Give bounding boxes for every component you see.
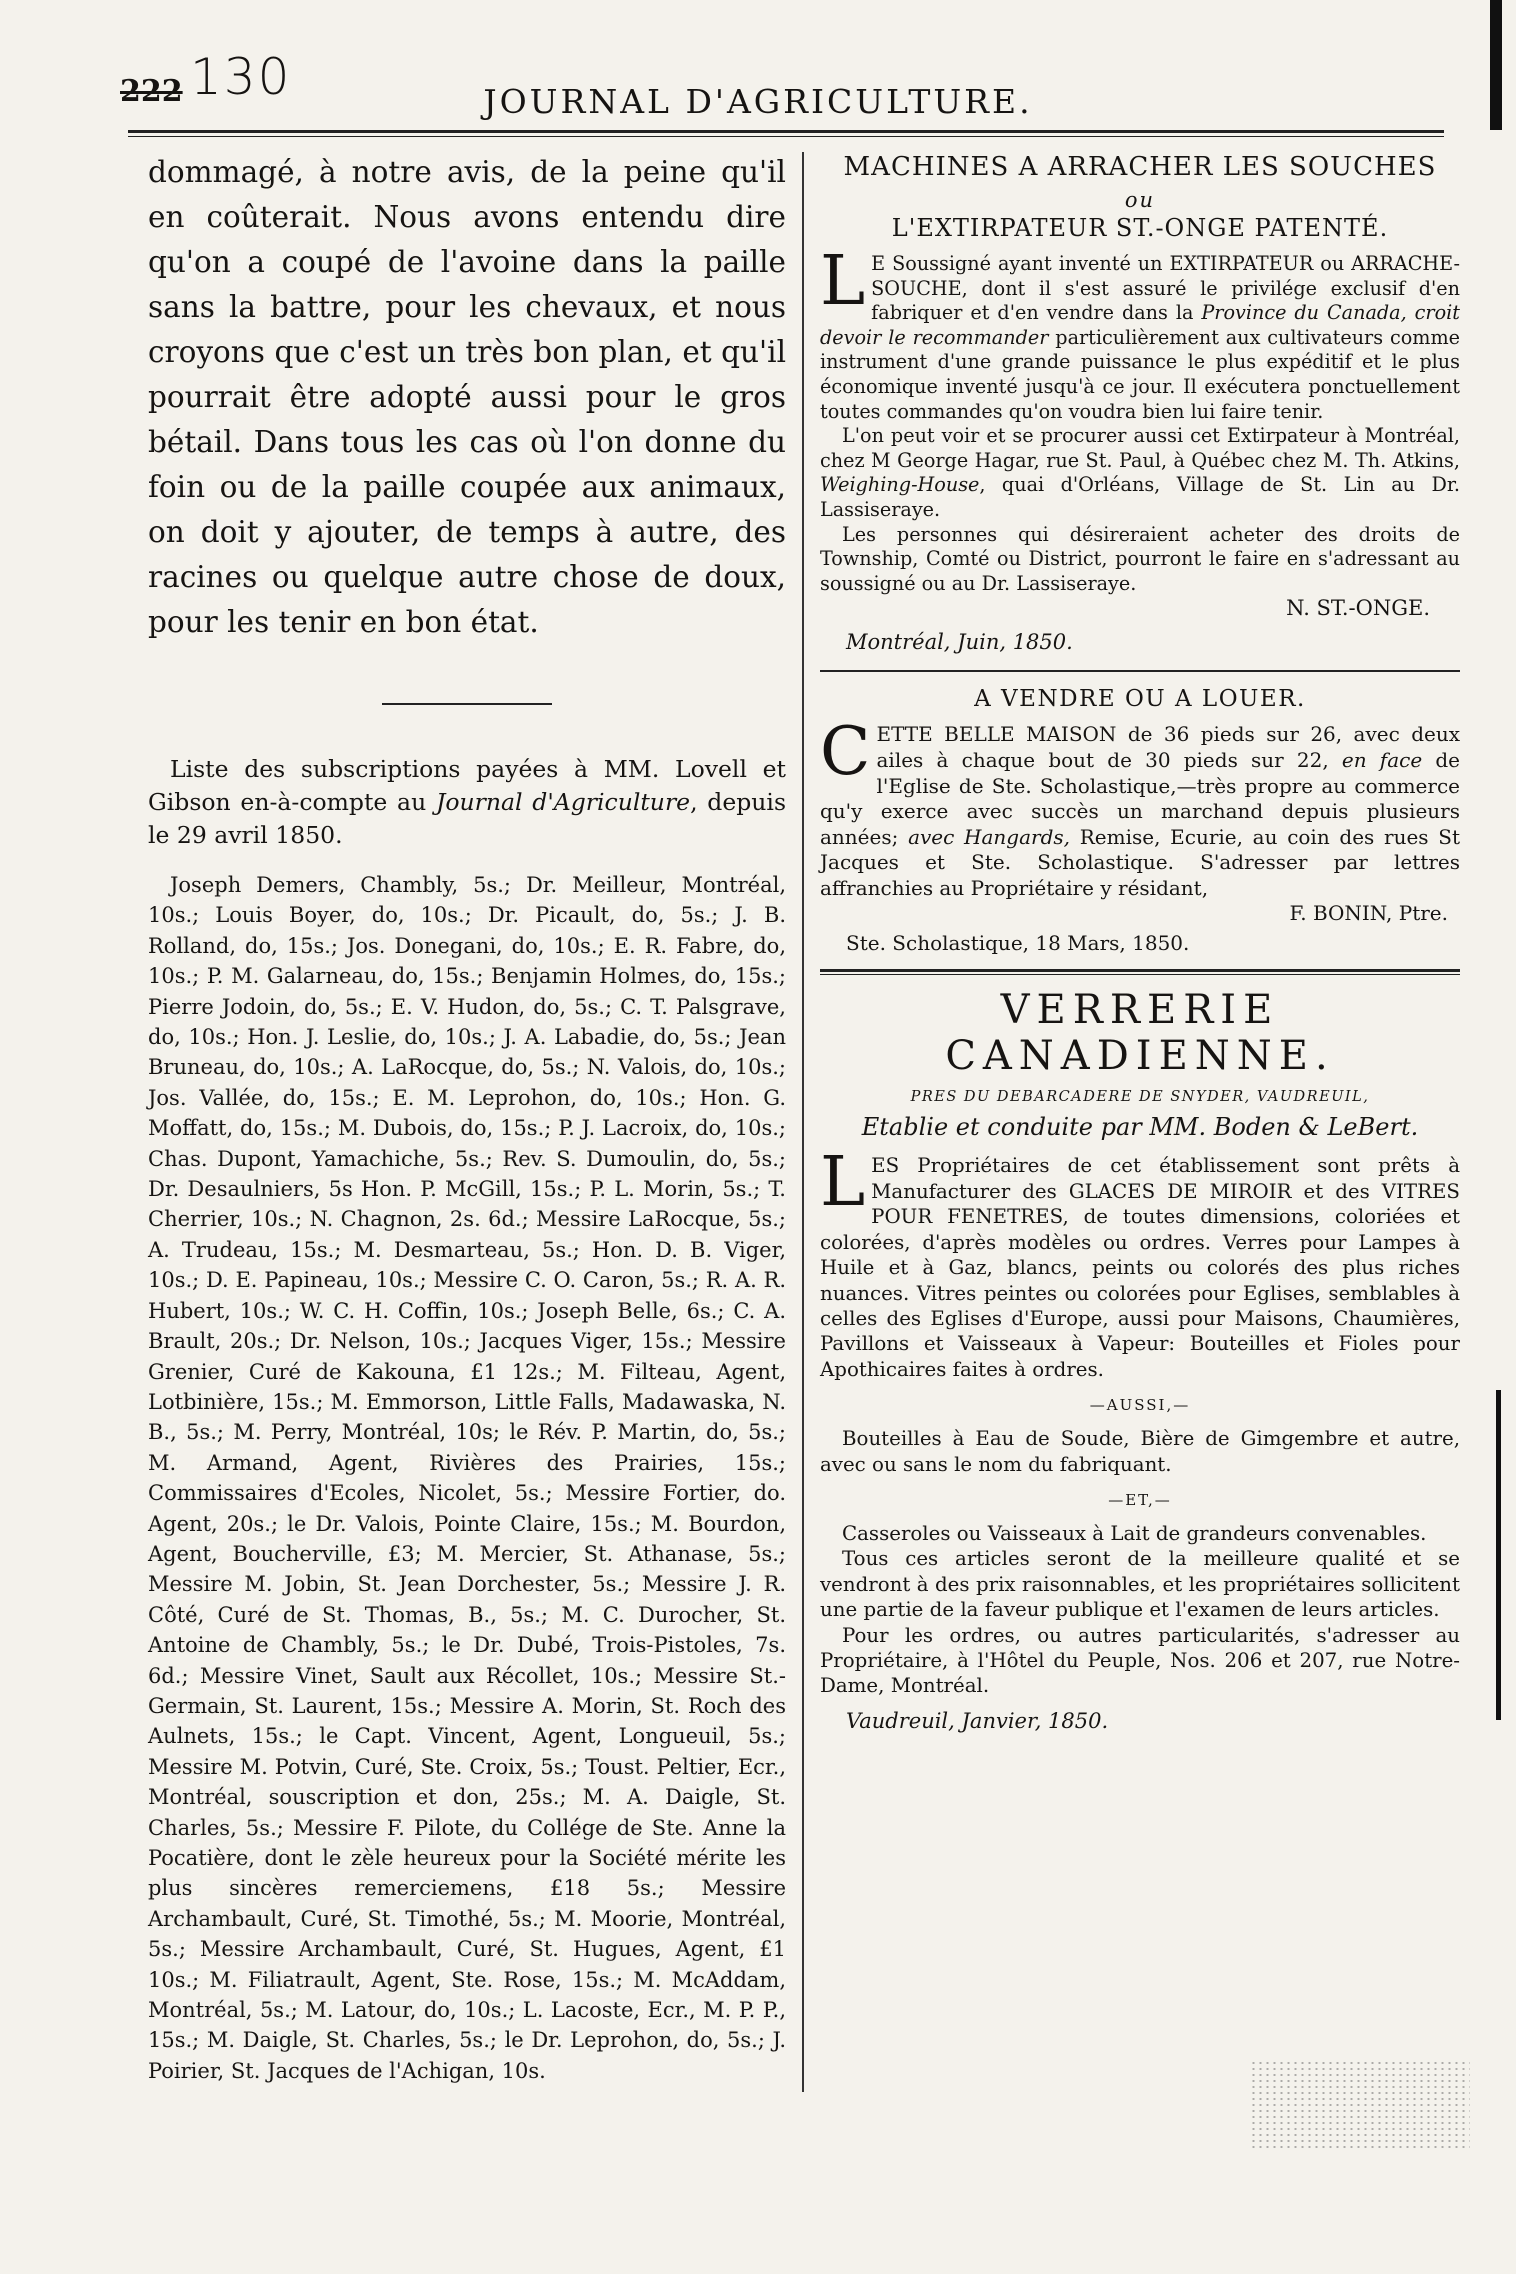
ad-paragraph: Tous ces articles seront de la meilleure qualité et se vendront à des prix raisonnables, et les propriétaires sollicitent une partie de la faveur publique et l'examen de leurs articles. (820, 1547, 1460, 1622)
ad-subtitle: Etablie et conduite par MM. Boden & LeBert. (861, 1113, 1419, 1142)
ad-signature: N. ST.-ONGE. (1286, 596, 1430, 621)
ad-paragraph: LES Propriétaires de cet établissement sont prêts à Manufacturer des GLACES DE MIROIR et des VITRES POUR FENETRES, de toutes dimensions, coloriées et colorées, d'après modèles ou ordres. Verres pour Lampes à Huile et à Gaz, blancs, peints ou colorés des plus riches nuances. Vitres peintes ou colorées pour Eglises, semblables à celles des Eglises d'Europe, aussi pour Maisons, Chaumières, Pavillons et Vaisseaux à Vapeur: Bouteilles et Fioles pour Apothicaires faites à ordres. (820, 1143, 1460, 1381)
drop-cap: C (820, 713, 871, 791)
ad-paragraph: Pour les ordres, ou autres particularités, s'adresser au Propriétaire, à l'Hôtel du Peuple, Nos. 206 et 207, rue Notre-Dame, Montréal. (820, 1623, 1460, 1698)
subscriptions-intro: Liste des subscriptions payées à MM. Lovell et Gibson en-à-compte au Journal d'Agriculture, depuis le 29 avril 1850. (148, 755, 787, 849)
article-paragraph: dommagé, à notre avis, de la peine qu'il en coûterait. Nous avons entendu dire qu'on a coupé de l'avoine dans la paille sans la battre, pour les chevaux, et nous croyons que c'est un très bon plan, et qu'il pourrait être adopté aussi pour le gros bétail. Dans tous les cas où l'on donne du foin ou de la paille coupée aux animaux, on doit y ajouter, de temps à autre, des racines ou quelque autre chose de doux, pour les tenir en bon état. (148, 155, 786, 639)
ad-separator-text: —ET,— (1108, 1490, 1172, 1509)
ad-dateline: Montréal, Juin, 1850. (846, 630, 1073, 655)
ad-paragraph: L'on peut voir et se procurer aussi cet Extirpateur à Montréal, chez M George Hagar, rue St. Paul, à Québec chez M. Th. Atkins, Weighing-House, quai d'Orléans, Village de St. Lin au Dr. Lassiseraye. (820, 424, 1460, 521)
ad-paragraph: Les personnes qui désireraient acheter des droits de Township, Comté ou District, pourront le faire en s'adressant au soussigné ou au Dr. Lassiseraye. (820, 522, 1460, 595)
ad-dateline: Vaudreuil, Janvier, 1850. (846, 1708, 1109, 1733)
column-divider (802, 152, 804, 2092)
drop-cap: L (820, 1143, 866, 1223)
ad-title: A VENDRE OU A LOUER. (974, 686, 1306, 713)
ad-vendre (820, 686, 1460, 955)
ad-paragraph: L E Soussigné ayant inventé un EXTIRPATEUR ou ARRACHE-SOUCHE, dont il s'est assuré le privilége exclusif d'en fabriquer et d'en vendre dans la Province du Canada, croit devoir le recommander particulièrement aux cultivateurs comme instrument d'une grande puissance le plus expéditif et le plus économique inventé jusqu'à ce jour. Il exécutera ponctuellement toutes commandes qu'on voudra bien lui faire tenir. (820, 242, 1460, 423)
section-rule (382, 703, 552, 705)
page-number-old: 222 (120, 74, 183, 109)
journal-title: JOURNAL D'AGRICULTURE. (483, 82, 1033, 121)
left-column (148, 150, 786, 2086)
scan-noise (1250, 2060, 1470, 2150)
ad-paragraph: Bouteilles à Eau de Soude, Bière de Gimgembre et autre, avec ou sans le nom du fabriquant. (820, 1427, 1460, 1476)
ad-separator-rule (820, 969, 1460, 975)
ad-paragraph: CETTE BELLE MAISON de 36 pieds sur 26, avec deux ailes à chaque bout de 30 pieds sur 22, en face de l'Eglise de Ste. Scholastique,—très propre au commerce qu'y exerce avec succès un marchand depuis plusieurs années; avec Hangards, Remise, Ecurie, au coin des rues St Jacques et Ste. Scholastique. S'adresser par lettres affranchies au Propriétaire y résidant, (820, 713, 1461, 900)
right-column (820, 150, 1460, 1733)
drop-cap: L (820, 242, 866, 321)
ad-separator-text: —AUSSI,— (1089, 1396, 1191, 1415)
ad-verrerie (820, 987, 1460, 1732)
ad-dateline: Ste. Scholastique, 18 Mars, 1850. (846, 931, 1190, 956)
page-number-handwritten: 130 (190, 48, 292, 106)
ad-subtitle: L'EXTIRPATEUR ST.-ONGE PATENTÉ. (891, 214, 1389, 242)
ad-title: MACHINES A ARRACHER LES SOUCHES (843, 152, 1437, 182)
ad-paragraph: Casseroles ou Vaisseaux à Lait de grandeurs convenables. (842, 1521, 1427, 1545)
ad-separator-rule (820, 670, 1460, 672)
ad-signature: F. BONIN, Ptre. (1289, 901, 1448, 926)
subscriptions-list: Joseph Demers, Chambly, 5s.; Dr. Meilleur, Montréal, 10s.; Louis Boyer, do, 10s.; Dr. Picault, do, 5s.; J. B. Rolland, do, 15s.; Jos. Donegani, do, 10s.; E. R. Fabre, do, 10s.; P. M. Galarneau, do, 15s.; Benjamin Holmes, do, 15s.; Pierre Jodoin, do, 5s.; E. V. Hudon, do, 5s.; C. T. Palsgrave, do, 10s.; Hon. J. Leslie, do, 10s.; J. A. Labadie, do, 5s.; Jean Bruneau, do, 10s.; A. LaRocque, do, 5s.; N. Valois, do, 10s.; Jos. Vallée, do, 15s.; E. M. Leprohon, do, 10s.; Hon. G. Moffatt, do, 15s.; M. Dubois, do, 15s.; P. J. Lacroix, do, 10s.; Chas. Dupont, Yamachiche, 5s.; Rev. S. Dumoulin, do, 5s.; Dr. Desaulniers, 5s Hon. P. McGill, 15s.; P. L. Morin, 5s.; T. Cherrier, 10s.; N. Chagnon, 2s. 6d.; Messire LaRocque, 5s.; A. Trudeau, 15s.; M. Desmarteau, 5s.; Hon. D. B. Viger, 10s.; D. E. Papineau, 10s.; Messire C. O. Caron, 5s.; R. A. R. Hubert, 10s.; W. C. H. Coffin, 10s.; Joseph Belle, 6s.; C. A. Brault, 20s.; Dr. Nelson, 10s.; Jacques Viger, 15s.; Messire Grenier, Curé de Kakouna, £1 12s.; M. Filteau, Agent, Lotbinière, 15s.; M. Emmorson, Little Falls, Madawaska, N. B., 5s.; M. Perry, Montréal, 10s; le Rév. P. Martin, do, 5s.; M. Armand, Agent, Rivières des Prairies, 15s.; Commissaires d'Ecoles, Nicolet, 5s.; Messire Fortier, do. Agent, 20s.; le Dr. Valois, Pointe Claire, 15s.; M. Bourdon, Agent, Boucherville, £3; M. Mercier, St. Athanase, 5s.; Messire M. Jobin, St. Jean Dorchester, 5s.; Messire J. R. Côté, Curé de St. Thomas, B., 5s.; M. C. Durocher, St. Antoine de Chambly, 5s.; le Dr. Dubé, Trois-Pistoles, 7s. 6d.; Messire Vinet, Sault aux Récollet, 10s.; Messire St.-Germain, St. Laurent, 15s.; Messire A. Morin, St. Roch des Aulnets, 15s.; le Capt. Vincent, Agent, Longueuil, 5s.; Messire M. Potvin, Curé, Ste. Croix, 5s.; Toust. Peltier, Ecr., Montréal, souscription et don, 25s.; M. A. Daigle, St. Charles, 5s.; Messire F. Pilote, du Collége de Ste. Anne la Pocatière, dont le zèle heureux pour la Société mérite les plus sincères remerciemens, £18 5s.; Messire Archambault, Curé, St. Timothé, 5s.; M. Moorie, Montréal, 5s.; Messire Archambault, Curé, St. Hugues, Agent, £1 10s.; M. Filiatrault, Agent, Ste. Rose, 15s.; M. McAddam, Montréal, 5s.; M. Latour, do, 10s.; L. Lacoste, Ecr., M. P. P., 15s.; M. Daigle, St. Charles, 5s.; le Dr. Leprohon, do, 5s.; J. Poirier, St. Jacques de l'Achigan, 10s. (148, 873, 786, 2083)
ad-ou: ou (1124, 188, 1156, 212)
ad-location: PRES DU DEBARCADERE DE SNYDER, VAUDREUIL, (910, 1089, 1370, 1106)
header-rule (128, 130, 1444, 137)
ad-machines (820, 150, 1460, 654)
scan-edge-mark (1496, 1390, 1501, 1720)
ad-title: VERRERIE CANADIENNE. (945, 987, 1335, 1080)
